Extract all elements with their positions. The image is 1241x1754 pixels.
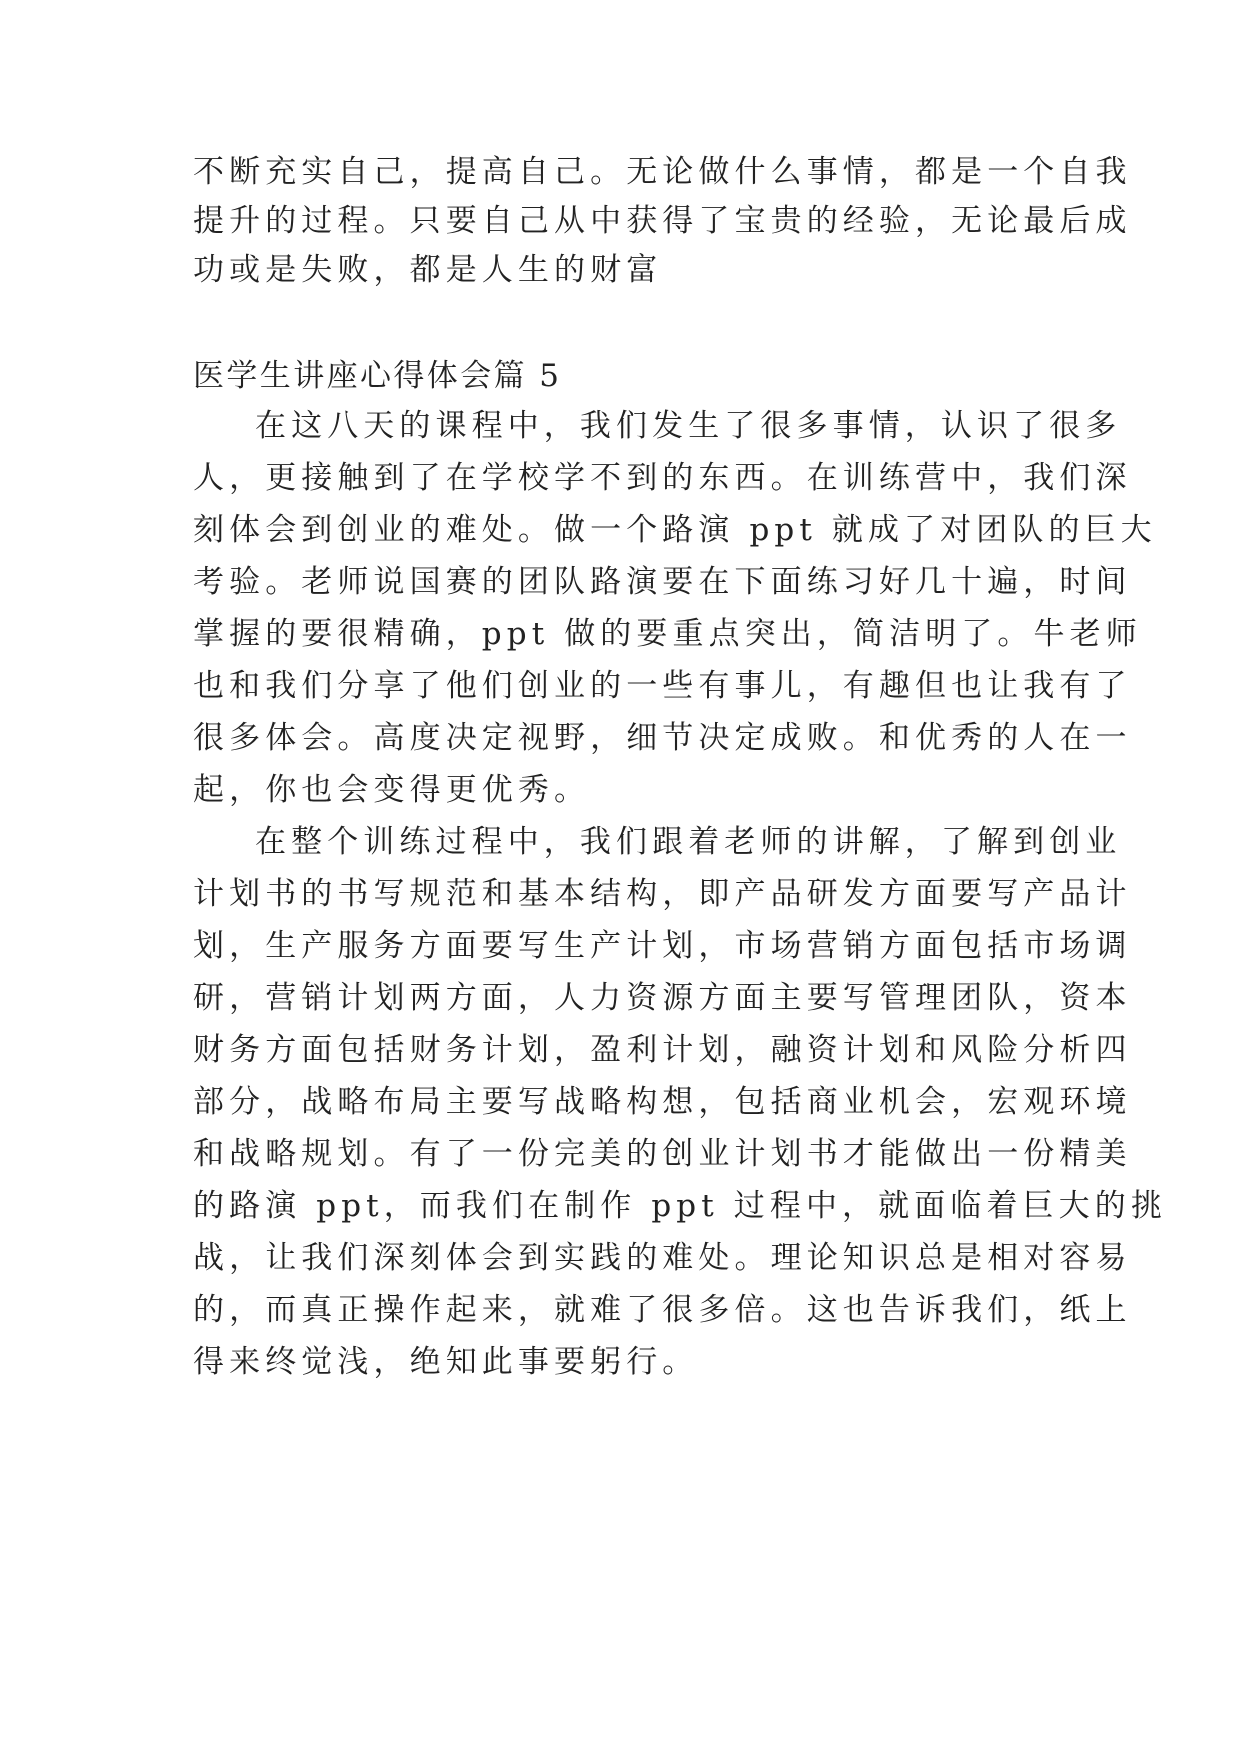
- paragraph2-line-11: 得来终觉浅，绝知此事要躬行。: [193, 1344, 699, 1380]
- paragraph2-line-7: 和战略规划。有了一份完美的创业计划书才能做出一份精美: [193, 1136, 1132, 1172]
- intro-line-3: 功或是失败，都是人生的财富: [193, 252, 663, 288]
- paragraph1-line-7: 很多体会。高度决定视野，细节决定成败。和优秀的人在一: [193, 720, 1132, 756]
- paragraph2-line-5: 财务方面包括财务计划，盈利计划，融资计划和风险分析四: [193, 1032, 1132, 1068]
- paragraph2-line-10: 的，而真正操作起来，就难了很多倍。这也告诉我们，纸上: [193, 1292, 1132, 1328]
- paragraph2-line-3: 划，生产服务方面要写生产计划，市场营销方面包括市场调: [193, 928, 1132, 964]
- intro-line-1: 不断充实自己，提高自己。无论做什么事情，都是一个自我: [193, 154, 1132, 190]
- paragraph1-line-4: 考验。老师说国赛的团队路演要在下面练习好几十遍，时间: [193, 564, 1132, 600]
- paragraph2-line-4: 研，营销计划两方面，人力资源方面主要写管理团队，资本: [193, 980, 1132, 1016]
- paragraph1-line-2: 人，更接触到了在学校学不到的东西。在训练营中，我们深: [193, 460, 1132, 496]
- paragraph1-line-5: 掌握的要很精确，ppt 做的要重点突出，简洁明了。牛老师: [193, 616, 1142, 652]
- intro-line-2: 提升的过程。只要自己从中获得了宝贵的经验，无论最后成: [193, 203, 1132, 239]
- section-title: 医学生讲座心得体会篇 5: [193, 358, 562, 394]
- paragraph1-line-1: 在这八天的课程中，我们发生了很多事情，认识了很多: [255, 408, 1122, 444]
- paragraph1-line-8: 起，你也会变得更优秀。: [193, 772, 591, 808]
- paragraph1-line-3: 刻体会到创业的难处。做一个路演 ppt 就成了对团队的巨大: [193, 512, 1157, 548]
- paragraph2-line-8: 的路演 ppt，而我们在制作 ppt 过程中，就面临着巨大的挑: [193, 1188, 1167, 1224]
- paragraph2-line-1: 在整个训练过程中，我们跟着老师的讲解，了解到创业: [255, 824, 1122, 860]
- paragraph2-line-9: 战，让我们深刻体会到实践的难处。理论知识总是相对容易: [193, 1240, 1132, 1276]
- paragraph1-line-6: 也和我们分享了他们创业的一些有事儿，有趣但也让我有了: [193, 668, 1132, 704]
- paragraph2-line-2: 计划书的书写规范和基本结构，即产品研发方面要写产品计: [193, 876, 1132, 912]
- paragraph2-line-6: 部分，战略布局主要写战略构想，包括商业机会，宏观环境: [193, 1084, 1132, 1120]
